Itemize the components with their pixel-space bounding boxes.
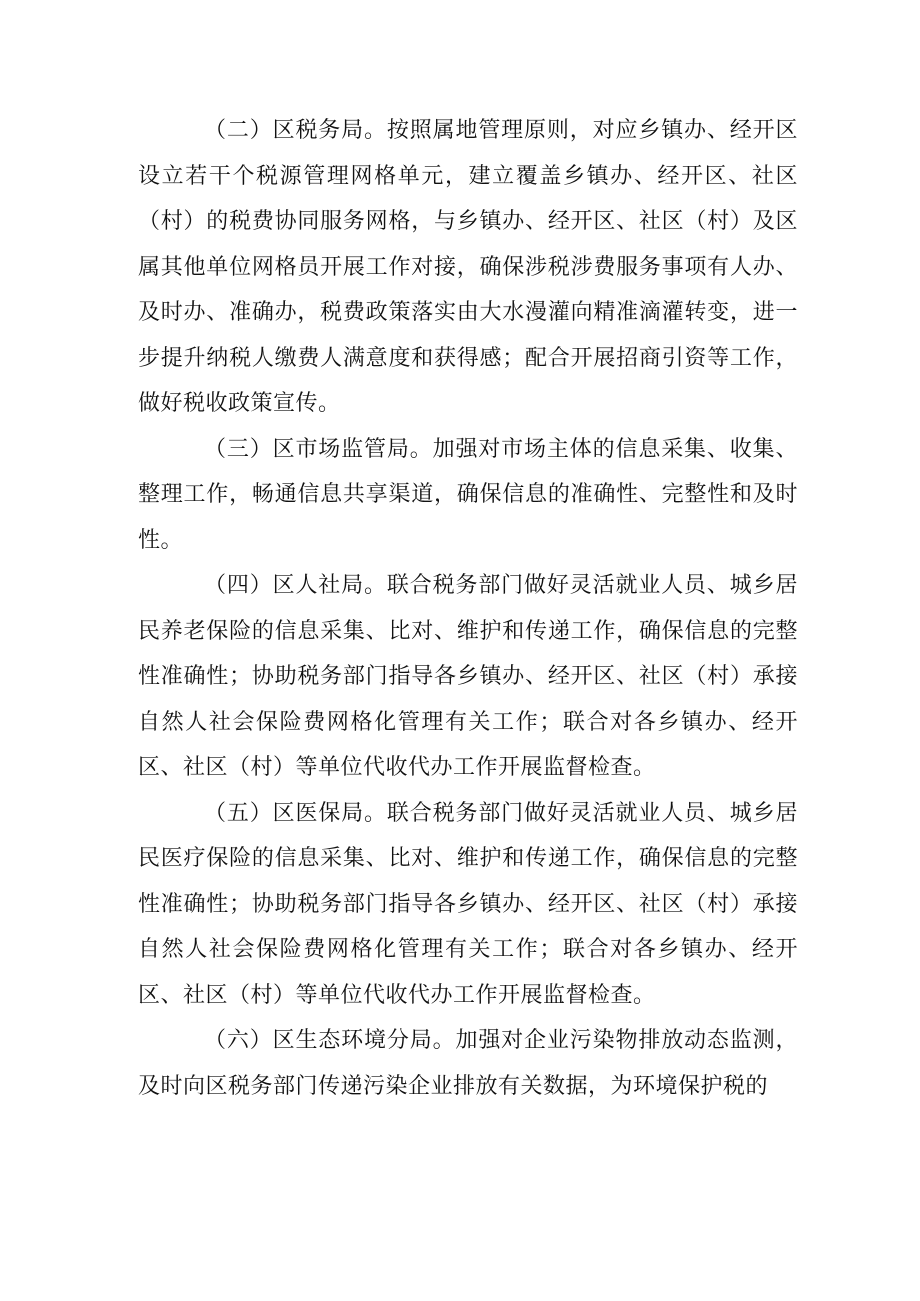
document-body	[138, 108, 798, 1109]
paragraph-medical-security: （五）区医保局。联合税务部门做好灵活就业人员、城乡居民医疗保险的信息采集、比对、维护和传递工作，确保信息的完整性准确性；协助税务部门指导各乡镇办、经开区、社区（村）承接自然人社会保险费网格化管理有关工作；联合对各乡镇办、经开区、社区（村）等单位代收代办工作开展监督检查。	[138, 800, 798, 1008]
paragraph-market-supervision: （三）区市场监管局。加强对市场主体的信息采集、收集、整理工作，畅通信息共享渠道，确保信息的准确性、完整性和及时性。	[138, 436, 798, 553]
paragraph-tax-bureau: （二）区税务局。按照属地管理原则，对应乡镇办、经开区设立若干个税源管理网格单元，建立覆盖乡镇办、经开区、社区（村）的税费协同服务网格，与乡镇办、经开区、社区（村）及区属其他单位网格员开展工作对接，确保涉税涉费服务事项有人办、及时办、准确办，税费政策落实由大水漫灌向精准滴灌转变，进一步提升纳税人缴费人满意度和获得感；配合开展招商引资等工作，做好税收政策宣传。	[138, 118, 798, 416]
paragraph-human-resources: （四）区人社局。联合税务部门做好灵活就业人员、城乡居民养老保险的信息采集、比对、维护和传递工作，确保信息的完整性准确性；协助税务部门指导各乡镇办、经开区、社区（村）承接自然人社会保险费网格化管理有关工作；联合对各乡镇办、经开区、社区（村）等单位代收代办工作开展监督检查。	[138, 573, 798, 780]
paragraph-ecology-environment: （六）区生态环境分局。加强对企业污染物排放动态监测，及时向区税务部门传递污染企业排放有关数据，为环境保护税的	[138, 1028, 798, 1099]
